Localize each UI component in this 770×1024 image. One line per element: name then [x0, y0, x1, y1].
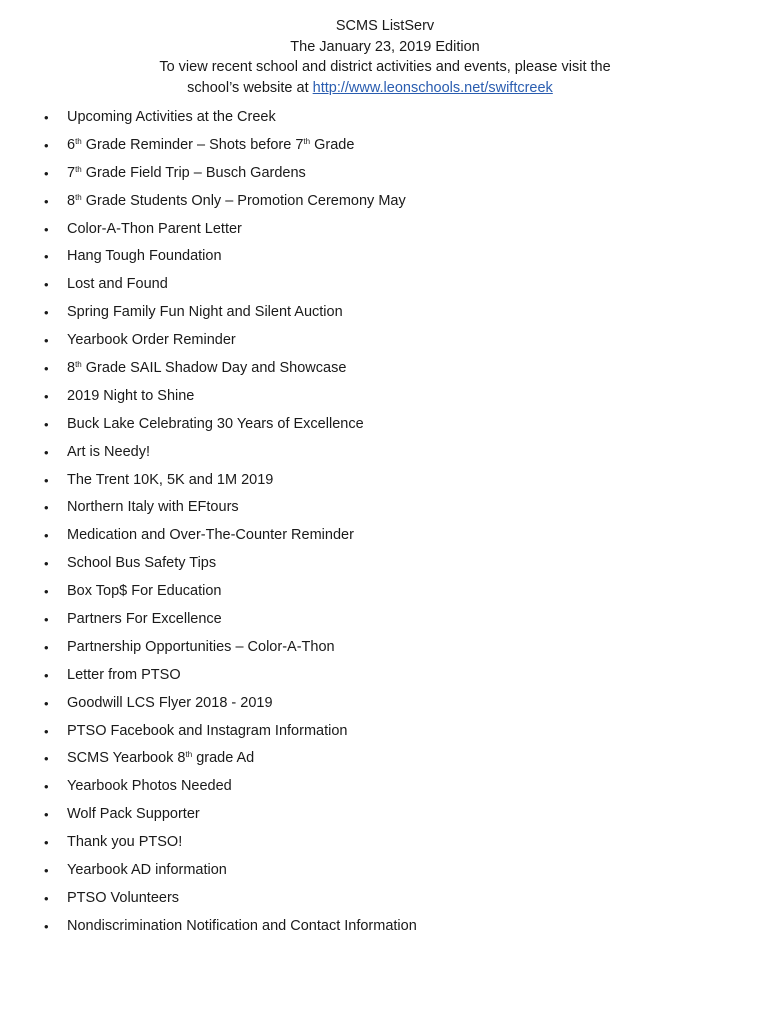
list-item-text [67, 890, 179, 906]
list-item [0, 606, 700, 634]
list-item-text [67, 611, 222, 627]
bullet-icon: • [44, 416, 49, 432]
bullet-icon: • [44, 221, 49, 237]
website-line [0, 78, 770, 99]
list-item-text [67, 193, 406, 209]
list-item-segment: Yearbook Photos Needed [67, 778, 232, 795]
list-item-segment: Wolf Pack Supporter [67, 806, 200, 823]
list-item [0, 857, 700, 885]
list-item-text [67, 472, 273, 488]
list-item-segment: The Trent 10K, 5K and 1M 2019 [67, 471, 274, 488]
list-item-segment: Letter from PTSO [67, 666, 181, 683]
list-item [0, 160, 700, 188]
list-item-segment: Nondiscrimination Notification and Contact Information [67, 917, 417, 934]
bullet-icon: • [44, 137, 49, 153]
ordinal-suffix: th [185, 750, 193, 760]
list-item-text [67, 918, 417, 934]
bullet-icon: • [44, 193, 49, 209]
list-item-text [67, 221, 242, 237]
list-item-segment: Buck Lake Celebrating 30 Years of Excellence [67, 415, 364, 432]
list-item [0, 411, 700, 439]
list-item [0, 745, 700, 773]
list-item-segment: Spring Family Fun Night and Silent Auction [67, 304, 343, 321]
bullet-icon: • [44, 388, 49, 404]
list-item [0, 578, 700, 606]
bullet-icon: • [44, 751, 49, 767]
website-prefix: school’s website at [187, 79, 313, 96]
list-item-segment: Lost and Found [67, 276, 168, 293]
list-item-segment: 6 [67, 136, 76, 153]
list-item [0, 299, 700, 327]
list-item [0, 327, 700, 355]
list-item-segment: Grade SAIL Shadow Day and Showcase [81, 360, 347, 377]
list-item-text [67, 388, 194, 404]
list-item-text [67, 667, 181, 683]
list-item [0, 188, 700, 216]
list-item-text [67, 499, 239, 515]
list-item-segment: Box Top$ For Education [67, 583, 222, 600]
ordinal-suffix: th [303, 136, 311, 146]
list-item [0, 662, 700, 690]
bullet-icon: • [44, 361, 49, 377]
list-item [0, 467, 700, 495]
list-item-text [67, 834, 182, 850]
list-item [0, 494, 700, 522]
list-item [0, 243, 700, 271]
list-item-segment: PTSO Volunteers [67, 889, 180, 906]
list-item [0, 634, 700, 662]
list-item-text [67, 555, 216, 571]
bullet-icon: • [44, 890, 49, 906]
list-item-text [67, 304, 343, 320]
list-item-text [67, 248, 222, 264]
list-item-text [67, 750, 254, 766]
list-item-segment: Grade Students Only – Promotion Ceremony May [81, 192, 406, 209]
list-item-segment: School Bus Safety Tips [67, 555, 217, 572]
ordinal-suffix: th [75, 360, 82, 370]
list-item-segment: Hang Tough Foundation [67, 248, 222, 265]
topic-list [0, 104, 700, 941]
list-item-text [67, 109, 276, 125]
list-item-text [67, 778, 232, 794]
list-item-text [67, 444, 150, 460]
list-item-segment: Goodwill LCS Flyer 2018 - 2019 [67, 694, 273, 711]
list-item [0, 355, 700, 383]
bullet-icon: • [44, 695, 49, 711]
list-item-text [67, 332, 236, 348]
list-item-segment: 8 [67, 192, 76, 209]
list-item [0, 829, 700, 857]
bullet-icon: • [44, 556, 49, 572]
list-item-segment: 2019 Night to Shine [67, 387, 195, 404]
bullet-icon: • [44, 918, 49, 934]
list-item-segment: Thank you PTSO! [67, 834, 183, 851]
list-item [0, 885, 700, 913]
edition-date: The January 23, 2019 Edition [290, 38, 480, 55]
bullet-icon: • [44, 165, 49, 181]
bullet-icon: • [44, 612, 49, 628]
list-item [0, 690, 700, 718]
list-item-segment: Grade Field Trip – Busch Gardens [81, 164, 306, 181]
list-item-segment: Yearbook Order Reminder [67, 332, 236, 349]
bullet-icon: • [44, 639, 49, 655]
list-item [0, 522, 700, 550]
bullet-icon: • [44, 528, 49, 544]
list-item [0, 773, 700, 801]
bullet-icon: • [44, 667, 49, 683]
bullet-icon: • [44, 863, 49, 879]
list-item-text [67, 862, 227, 878]
list-item-text [67, 416, 364, 432]
list-item-text [67, 137, 354, 153]
bullet-icon: • [44, 835, 49, 851]
document-title: SCMS ListServ [335, 18, 435, 34]
list-item-segment: Yearbook AD information [67, 862, 227, 879]
list-item-text [67, 695, 273, 711]
intro-text: To view recent school and district activities and events, please visit the [159, 59, 611, 75]
list-item [0, 801, 700, 829]
bullet-icon: • [44, 807, 49, 823]
list-item [0, 718, 700, 746]
list-item [0, 132, 700, 160]
list-item-segment: Grade Reminder – Shots before 7 [81, 136, 304, 153]
list-item-segment: Northern Italy with EFtours [67, 499, 239, 516]
list-item-segment: Color-A-Thon Parent Letter [67, 220, 242, 237]
list-item-text [67, 165, 306, 181]
list-item [0, 550, 700, 578]
bullet-icon: • [44, 277, 49, 293]
list-item-segment: SCMS Yearbook 8 [67, 750, 186, 767]
list-item [0, 439, 700, 467]
list-item-text [67, 583, 222, 599]
list-item-segment: Partners For Excellence [67, 611, 222, 628]
list-item-segment: Art is Needy! [67, 443, 150, 460]
list-item-segment: Medication and Over-The-Counter Reminder [67, 527, 354, 544]
bullet-icon: • [44, 779, 49, 795]
ordinal-suffix: th [75, 136, 82, 146]
list-item-text [67, 276, 168, 292]
bullet-icon: • [44, 249, 49, 265]
bullet-icon: • [44, 584, 49, 600]
bullet-icon: • [44, 472, 49, 488]
document-header [0, 16, 770, 98]
bullet-icon: • [44, 110, 49, 125]
list-item [0, 383, 700, 411]
list-item-segment: 8 [67, 360, 76, 377]
list-item [0, 216, 700, 244]
bullet-icon: • [44, 723, 49, 739]
list-item-segment: PTSO Facebook and Instagram Information [67, 722, 348, 739]
ordinal-suffix: th [75, 192, 82, 202]
bullet-icon: • [44, 333, 49, 349]
list-item [0, 104, 700, 132]
list-item-segment: Partnership Opportunities – Color-A-Thon [67, 638, 335, 655]
list-item [0, 271, 700, 299]
ordinal-suffix: th [75, 164, 82, 174]
bullet-icon: • [44, 500, 49, 516]
list-item-text [67, 527, 354, 543]
list-item-text [67, 723, 347, 739]
list-item-text [67, 639, 335, 655]
bullet-icon: • [44, 305, 49, 321]
list-item-segment: Grade [310, 136, 355, 153]
list-item-segment: 7 [67, 164, 76, 181]
list-item [0, 913, 700, 941]
list-item-text [67, 360, 346, 376]
list-item-segment: grade Ad [192, 750, 255, 767]
list-item-text [67, 806, 200, 822]
website-link[interactable]: http://www.leonschools.net/swiftcreek [312, 79, 553, 96]
bullet-icon: • [44, 444, 49, 460]
list-item-segment: Upcoming Activities at the Creek [67, 109, 276, 125]
